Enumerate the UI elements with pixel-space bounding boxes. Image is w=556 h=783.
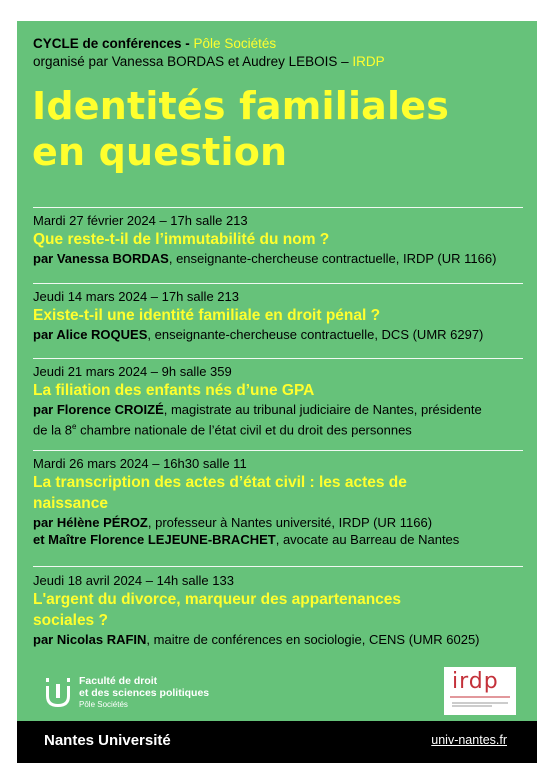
session-speaker: par Alice ROQUES, enseignante-chercheuse contractuelle, DCS (UMR 6297): [33, 327, 484, 342]
pole-label: Pôle Sociétés: [193, 36, 277, 51]
university-link[interactable]: univ-nantes.fr: [431, 733, 507, 747]
university-name: Nantes Université: [44, 732, 171, 749]
session-speaker: par Florence CROIZÉ, magistrate au tribunal judiciaire de Nantes, présidente: [33, 402, 482, 417]
divider: [33, 207, 523, 208]
poster: [17, 21, 537, 763]
session-date: Jeudi 18 avril 2024 – 14h salle 133: [33, 573, 234, 588]
divider: [33, 566, 523, 567]
irdp-logo-text: irdp: [452, 669, 499, 694]
divider: [33, 283, 523, 284]
irdp-subtitle-graphic: [452, 701, 508, 709]
divider: [33, 358, 523, 359]
session-speaker: par Nicolas RAFIN, maitre de conférences en sociologie, CENS (UMR 6025): [33, 632, 480, 647]
session-topic: La filiation des enfants nés d’une GPA: [33, 382, 315, 399]
session-speaker: par Hélène PÉROZ, professeur à Nantes université, IRDP (UR 1166): [33, 515, 433, 530]
footer: [17, 721, 537, 763]
title-line-1: Identités familiales: [32, 84, 450, 128]
session-4: [33, 455, 533, 548]
session-topic-line-2: sociales ?: [33, 612, 108, 629]
faculty-logo: [45, 675, 245, 715]
page-title: [32, 83, 449, 175]
session-topic: Existe-t-il une identité familiale en droit pénal ?: [33, 307, 381, 324]
lab-label: IRDP: [352, 54, 385, 69]
divider: [33, 450, 523, 451]
faculty-name-line-1: Faculté de droit: [79, 675, 158, 687]
session-topic: Que reste-t-il de l’immutabilité du nom ?: [33, 231, 330, 248]
session-speaker: par Vanessa BORDAS, enseignante-chercheuse contractuelle, IRDP (UR 1166): [33, 251, 497, 266]
session-1: [33, 212, 533, 267]
nantes-university-icon: [45, 678, 71, 708]
title-line-2: en question: [32, 130, 288, 174]
session-3: [33, 363, 533, 438]
session-topic-line-2: naissance: [33, 495, 108, 512]
session-topic-line-1: L'argent du divorce, marqueur des appartenances: [33, 591, 402, 608]
irdp-logo: [444, 667, 516, 715]
session-date: Mardi 27 février 2024 – 17h salle 213: [33, 213, 248, 228]
session-date: Jeudi 21 mars 2024 – 9h salle 359: [33, 364, 232, 379]
session-2: [33, 288, 533, 343]
faculty-pole: Pôle Sociétés: [79, 700, 128, 709]
faculty-name-line-2: et des sciences politiques: [79, 687, 210, 699]
cycle-label: CYCLE de conférences -: [33, 36, 194, 51]
organisers: organisé par Vanessa BORDAS et Audrey LEBOIS –: [33, 54, 353, 69]
header: [33, 35, 385, 71]
session-topic-line-1: La transcription des actes d’état civil : les actes de: [33, 474, 407, 491]
session-date: Mardi 26 mars 2024 – 16h30 salle 11: [33, 456, 247, 471]
session-speaker-cont: de la 8e chambre nationale de l’état civil et du droit des personnes: [33, 422, 412, 438]
irdp-underline: [450, 694, 510, 700]
session-date: Jeudi 14 mars 2024 – 17h salle 213: [33, 289, 239, 304]
session-speaker-2: et Maître Florence LEJEUNE-BRACHET, avocate au Barreau de Nantes: [33, 532, 460, 547]
session-5: [33, 572, 533, 648]
